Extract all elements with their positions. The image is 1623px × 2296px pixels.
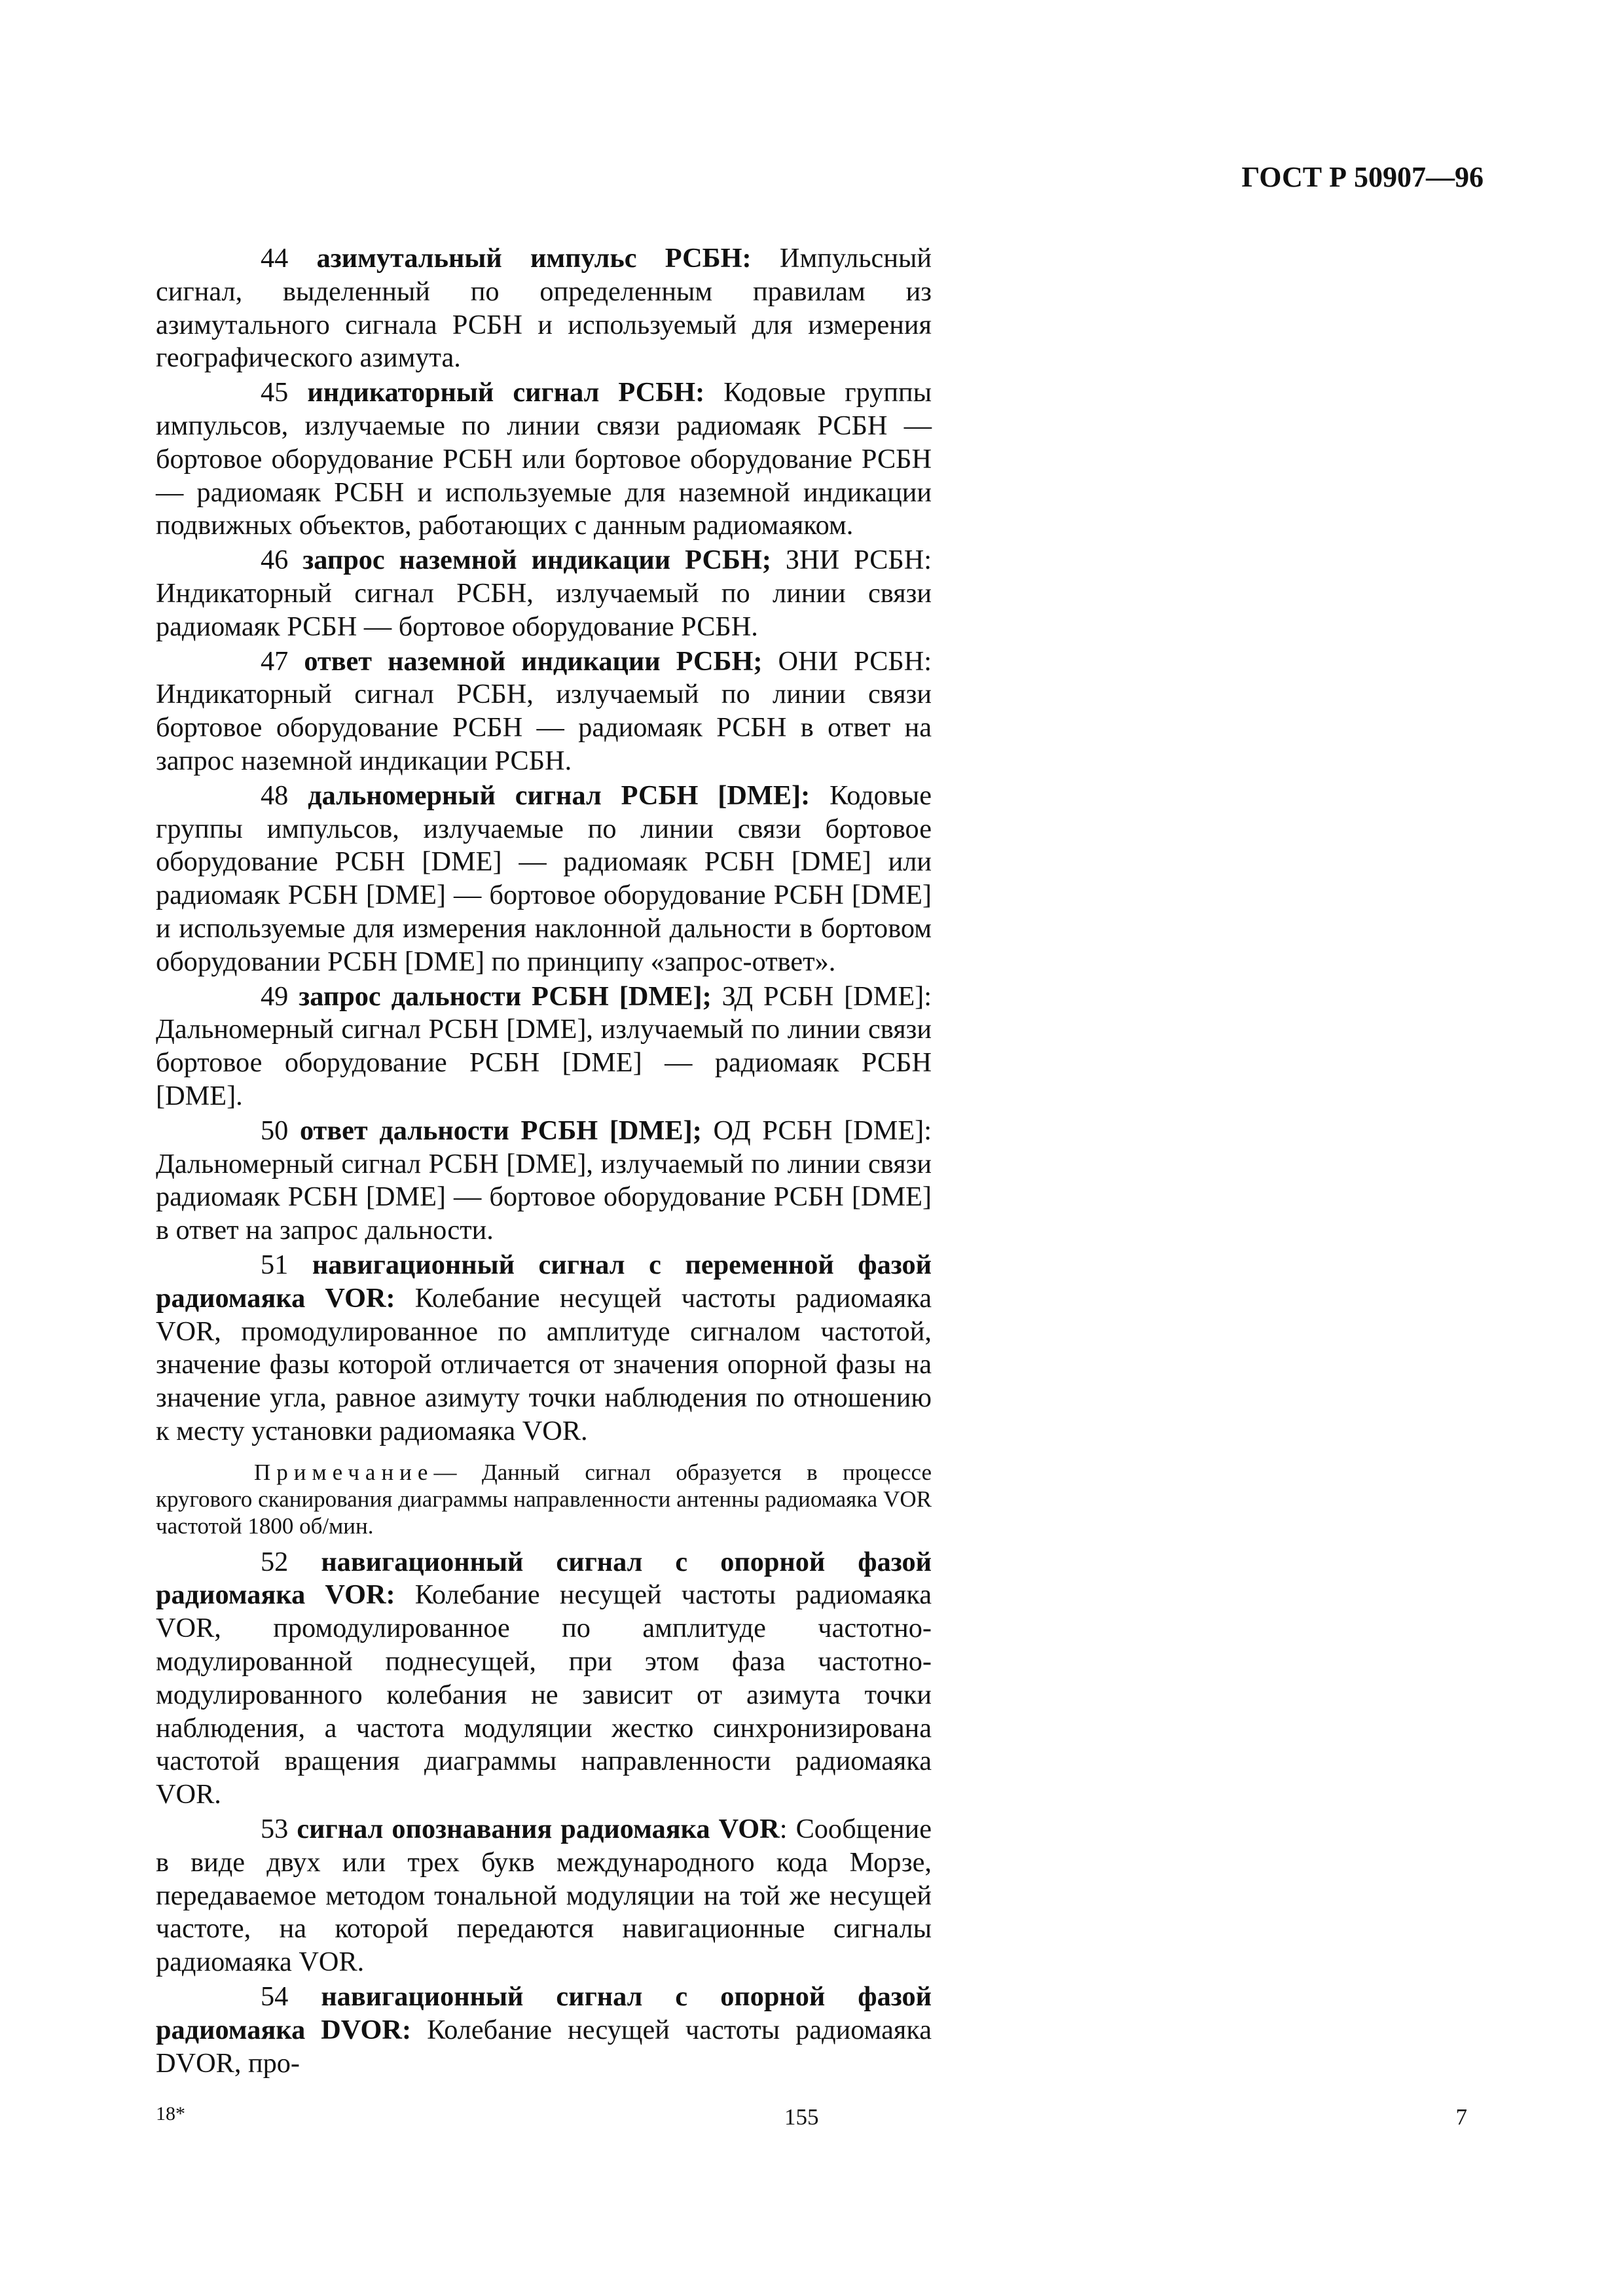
definition: Кодовые группы импульсов, излучаемые по линии связи радиомаяк РСБН — бортовое оборудование РСБН или бортовое оборудование РСБН — радиомаяк РСБН и используемые для наземной индикации подвижных объектов, работающих с данным радиомаяком. xyxy=(156,377,932,541)
term: ответ наземной индикации РСБН; xyxy=(304,645,763,677)
definition: ОД РСБН [DME]: Дальномерный сигнал РСБН [DME], излучаемый по линии связи радиомаяк РСБН [DME] — бортовое оборудование РСБН [DME] в ответ на запрос дальности. xyxy=(156,1115,932,1246)
term: азимутальный импульс РСБН: xyxy=(316,243,752,274)
term: запрос наземной индикации РСБН; xyxy=(302,545,771,576)
clause-number: 52 xyxy=(261,1546,289,1577)
clause-number: 45 xyxy=(261,377,289,408)
term: навигационный сигнал с опорной фазой радиомаяка VOR: xyxy=(156,1546,932,1611)
note-text: — Данный сигнал образуется в процессе кругового сканирования диаграммы направленности антенны радиомаяка VOR частотой 1800 об/мин. xyxy=(156,1459,932,1539)
term: сигнал опознавания радиомаяка VOR xyxy=(297,1814,780,1845)
definition: Кодовые группы импульсов, излучаемые по линии связи бортовое оборудование РСБН [DME] — радиомаяк РСБН [DME] или радиомаяк РСБН [DME] — бортовое оборудование РСБН [DME] и используемые для измерения наклонной дальности в бортовом оборудовании РСБН [DME] по принципу «запрос-ответ». xyxy=(156,780,932,977)
term-definition-46 xyxy=(156,544,932,643)
footer-page-number: 7 xyxy=(1455,2104,1467,2130)
definition: Колебание несущей частоты радиомаяка VOR, промодулированное по амплитуде сигналом частотой, значение фазы которой отличается от значения опорной фазы на значение угла, равное азимуту точки наблюдения по отношению к месту установки радиомаяка VOR. xyxy=(156,1282,932,1446)
term: навигационный сигнал с переменной фазой радиомаяка VOR: xyxy=(156,1249,932,1314)
note-label: Примечание xyxy=(254,1459,434,1485)
definition: Колебание несущей частоты радиомаяка DVOR, про- xyxy=(156,2014,932,2079)
clause-number: 50 xyxy=(261,1115,289,1146)
term-definition-45 xyxy=(156,376,932,543)
clause-number: 54 xyxy=(261,1981,289,2013)
term-definition-54 xyxy=(156,1981,932,2080)
clause-number: 51 xyxy=(261,1249,289,1280)
term-definition-53 xyxy=(156,1813,932,1979)
term: индикаторный сигнал РСБН: xyxy=(307,377,705,408)
clause-number: 44 xyxy=(261,243,289,274)
definition: Колебание несущей частоты радиомаяка VOR, промодулированное по амплитуде частотно-модулированной поднесущей, при этом фаза частотно-модулированного колебания не зависит от азимута точки наблюдения, а частота модуляции жестко синхронизирована частотой вращения диаграммы направленности радиомаяка VOR. xyxy=(156,1579,932,1810)
clause-number: 46 xyxy=(261,545,289,576)
document-code: ГОСТ Р 50907—96 xyxy=(1241,161,1484,193)
term: запрос дальности РСБН [DME]; xyxy=(299,980,712,1012)
definition: ЗНИ РСБН: Индикаторный сигнал РСБН, излучаемый по линии связи радиомаяк РСБН — бортовое оборудование РСБН. xyxy=(156,545,932,642)
clause-number: 48 xyxy=(261,780,289,811)
term-definition-52 xyxy=(156,1546,932,1812)
term: навигационный сигнал с опорной фазой радиомаяка DVOR: xyxy=(156,1981,932,2045)
note xyxy=(156,1459,932,1539)
definition: : Сообщение в виде двух или трех букв международного кода Морзе, передаваемое методом тональной модуляции на той же несущей частоте, на которой передаются навигационные сигналы радиомаяка VOR. xyxy=(156,1814,932,1978)
clause-number: 53 xyxy=(261,1814,289,1845)
term-definition-50 xyxy=(156,1115,932,1247)
term-definition-49 xyxy=(156,980,932,1113)
footer-signature-mark: 18* xyxy=(156,2103,185,2125)
term-definition-48 xyxy=(156,780,932,979)
term-definition-44 xyxy=(156,242,932,375)
clause-number: 47 xyxy=(261,645,289,677)
footer-page-number-total: 155 xyxy=(784,2104,819,2130)
definition: Импульсный сигнал, выделенный по определенным правилам из азимутального сигнала РСБН и используемый для измерения географического азимута. xyxy=(156,243,932,374)
term-definition-47 xyxy=(156,645,932,778)
definition: ОНИ РСБН: Индикаторный сигнал РСБН, излучаемый по линии связи бортовое оборудование РСБН — радиомаяк РСБН в ответ на запрос наземной индикации РСБН. xyxy=(156,645,932,776)
term: дальномерный сигнал РСБН [DME]: xyxy=(308,780,811,811)
definition: ЗД РСБН [DME]: Дальномерный сигнал РСБН [DME], излучаемый по линии связи бортовое оборудование РСБН [DME] — радиомаяк РСБН [DME]. xyxy=(156,980,932,1111)
term: ответ дальности РСБН [DME]; xyxy=(299,1115,702,1146)
body-text xyxy=(156,242,932,2081)
term-definition-51 xyxy=(156,1249,932,1448)
clause-number: 49 xyxy=(261,980,289,1012)
